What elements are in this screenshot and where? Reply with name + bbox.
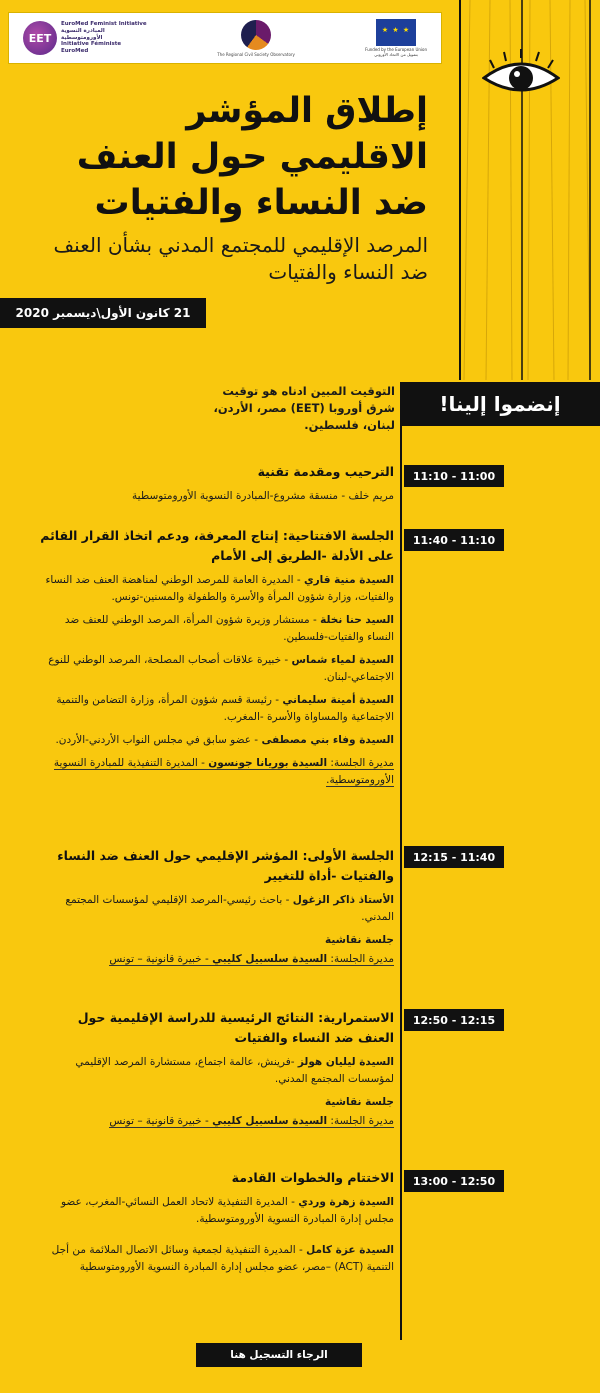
speaker xyxy=(40,692,394,726)
speaker-name: السيدة زهرة وردي xyxy=(298,1196,394,1208)
eu-caption-line: Funded by the European Union xyxy=(365,46,427,52)
speaker-name: السيدة أمينة سليماني xyxy=(282,694,394,706)
speaker-name: السيد حنا نخلة xyxy=(320,614,394,626)
session-first xyxy=(40,846,394,968)
register-button[interactable]: الرجاء التسجيل هنا xyxy=(196,1343,362,1367)
speaker xyxy=(40,572,394,606)
page-title: إطلاق المؤشر الاقليمي حول العنف ضد النساء والفتيات xyxy=(76,91,428,223)
panel-text: جلسة نقاشية xyxy=(325,1096,394,1108)
speaker-name: السيدة منية قاري xyxy=(303,574,394,586)
moderator-desc: - خبيرة قانونية – تونس xyxy=(109,1115,213,1127)
eet-logo-line: EuroMed Feminist Initiative xyxy=(61,20,147,27)
moderator xyxy=(40,951,394,968)
eet-logo-line: Initiative Féministe EuroMed xyxy=(61,41,122,55)
moderator-name: السيدة سلسبيل كليبي xyxy=(212,953,328,965)
speaker-desc: -فرينش، عالمة اجتماع، مستشارة المرصد الإقليمي لمؤسسات المجتمع المدني. xyxy=(75,1056,394,1085)
moderator-label: مديرة الجلسة: xyxy=(327,757,394,769)
panel-text: جلسة نقاشية xyxy=(325,934,394,946)
speaker xyxy=(40,1194,394,1228)
session-title: الجلسة الافتتاحية: إنتاج المعرفة، ودعم اتخاذ القرار القائم على الأدلة -الطريق إلى الأمام xyxy=(40,528,394,563)
time-badge: 12:15 - 11:40 xyxy=(404,846,504,868)
speaker-desc: - رئيسة قسم شؤون المرأة، وزارة التضامن والتنمية الاجتماعية والمساواة والأسرة -المغرب. xyxy=(56,694,394,723)
moderator-label: مديرة الجلسة: xyxy=(327,1115,394,1127)
timezone-note: التوقيت المبين ادناه هو توقيت شرق أوروبا (EET) مصر، الأردن، لبنان، فلسطين. xyxy=(213,384,395,432)
observatory-logo-caption: The Regional Civil Society Observatory xyxy=(217,51,295,57)
speaker-desc: - عضو سابق في مجلس النواب الأردني-الأردن. xyxy=(55,734,262,746)
eu-flag-icon xyxy=(376,19,416,46)
session-title: الجلسة الأولى: المؤشر الإقليمي حول العنف ضد النساء والفتيات -أداة للتغيير xyxy=(57,848,394,883)
speaker-desc: - مستشار وزيرة شؤون المرأة، المرصد الوطني للعنف ضد النساء والفتيات-فلسطين. xyxy=(64,614,394,643)
session-welcome xyxy=(40,462,394,505)
eet-logo-mark: EET xyxy=(23,21,57,55)
session-title: الاستمرارية: النتائج الرئيسية للدراسة الإقليمية حول العنف ضد النساء والفتيات xyxy=(77,1010,394,1045)
moderator-desc: - المديرة التنفيذية للمبادرة النسوية الأورومتوسطية. xyxy=(53,757,394,786)
speaker-desc: - باحث رئيسي-المرصد الإقليمي لمؤسسات المجتمع المدني. xyxy=(65,894,394,923)
event-date: 21 كانون الأول\ديسمبر 2020 xyxy=(0,298,206,328)
observatory-logo-mark xyxy=(241,20,271,50)
eu-logo xyxy=(365,19,427,58)
moderator-name: السيدة سلسبيل كليبي xyxy=(212,1115,328,1127)
speaker-name: السيدة ليليان هولز xyxy=(297,1056,394,1068)
page-subtitle: المرصد الإقليمي للمجتمع المدني بشأن العنف ضد النساء والفتيات xyxy=(53,233,428,284)
speaker-name: السيدة وفاء بني مصطفى xyxy=(261,734,394,746)
session-closing xyxy=(40,1168,394,1276)
moderator xyxy=(40,755,394,789)
time-badge: 11:40 - 11:10 xyxy=(404,529,504,551)
eye-icon xyxy=(482,48,560,104)
speaker-desc: - المديرة العامة للمرصد الوطني لمناهضة العنف ضد النساء والفتيات، وزارة شؤون المرأة والأسرة والطفولة والمسنين-تونس. xyxy=(45,574,394,603)
logo-bar xyxy=(8,12,442,64)
eu-logo-caption xyxy=(365,48,427,58)
eet-logo-text xyxy=(61,21,147,55)
session-title: الترحيب ومقدمة تقنية xyxy=(257,464,394,479)
moderator-label: مديرة الجلسة: xyxy=(327,953,394,965)
panel-label xyxy=(40,932,394,949)
time-badge: 11:10 - 11:00 xyxy=(404,465,504,487)
time-badge: 13:00 - 12:50 xyxy=(404,1170,504,1192)
join-us-banner: إنضموا إلينا! xyxy=(400,382,600,426)
speaker-desc: - المديرة التنفيذية لجمعية وسائل الاتصال الملائمة من أجل التنمية (ACT) –مصر، عضو مجلس إدارة المبادرة النسوية الأورومتوسطية xyxy=(51,1244,394,1273)
observatory-logo xyxy=(217,20,295,57)
speaker-desc: - المديرة التنفيذية لاتحاد العمل النسائي-المغرب، عضو مجلس إدارة المبادرة النسوية الأورومتوسطية. xyxy=(61,1196,394,1225)
moderator-desc: - خبيرة قانونية – تونس xyxy=(109,953,213,965)
speaker-desc: - خبيرة علاقات أصحاب المصلحة، المرصد الوطني للنوع الاجتماعي-لبنان. xyxy=(48,654,394,683)
speaker xyxy=(40,892,394,926)
panel-label xyxy=(40,1094,394,1111)
speaker xyxy=(40,732,394,749)
speaker-name: السيدة لمياء شماس xyxy=(291,654,394,666)
timeline-line xyxy=(400,426,402,1340)
moderator-name: السيدة بوريانا جونسون xyxy=(208,757,328,769)
session-opening xyxy=(40,526,394,789)
eet-logo xyxy=(23,21,147,55)
session-line: مريم خلف - منسقة مشروع-المبادرة النسوية الأورومتوسطية xyxy=(132,490,394,502)
eu-caption-line: بتمويل من الاتحاد الأوروبي xyxy=(374,51,418,57)
eet-logo-line: المبادرة النسوية الأورومتوسطية xyxy=(61,27,105,41)
speaker xyxy=(40,612,394,646)
speaker xyxy=(40,1054,394,1088)
speaker-name: الأستاذ ذاكر الزغول xyxy=(292,894,394,906)
speaker xyxy=(40,652,394,686)
time-badge: 12:50 - 12:15 xyxy=(404,1009,504,1031)
session-title: الاختتام والخطوات القادمة xyxy=(231,1170,394,1185)
speaker xyxy=(40,1242,394,1276)
speaker-name: السيدة عزة كامل xyxy=(306,1244,394,1256)
moderator xyxy=(40,1113,394,1130)
session-continuity xyxy=(40,1008,394,1130)
